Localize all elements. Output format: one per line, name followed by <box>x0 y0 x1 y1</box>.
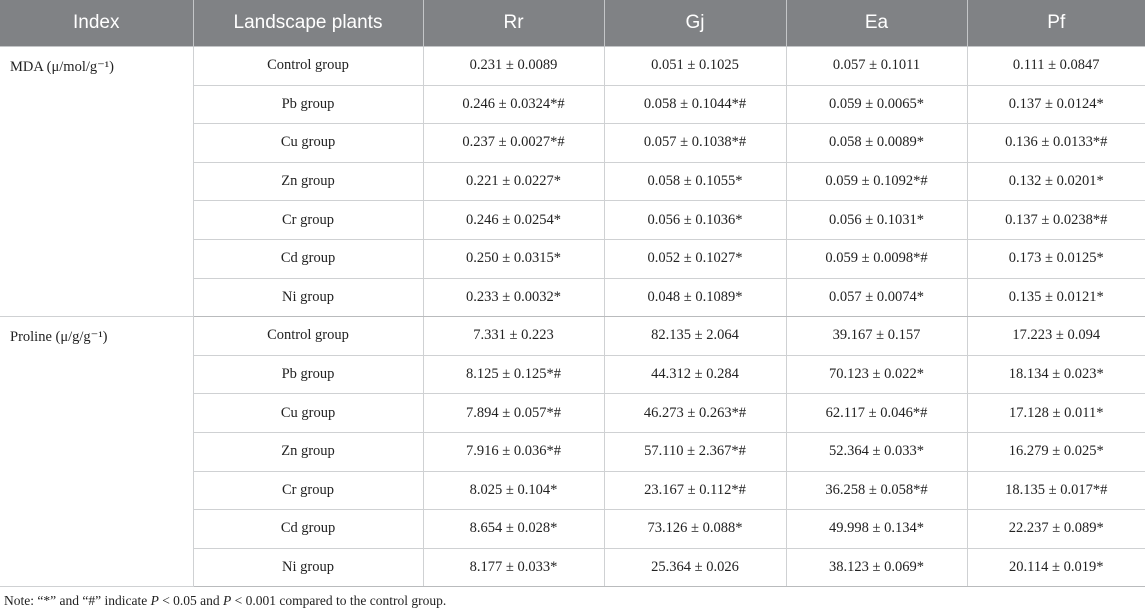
ea-value-cell: 0.059 ± 0.0065* <box>786 85 967 124</box>
plant-name-cell: Cd group <box>193 239 423 278</box>
plant-name-cell: Cd group <box>193 510 423 549</box>
rr-value-cell: 7.894 ± 0.057*# <box>423 394 604 433</box>
ea-value-cell: 0.057 ± 0.0074* <box>786 278 967 317</box>
index-cell: Proline (μ/g/g⁻¹) <box>0 317 193 587</box>
gj-value-cell: 73.126 ± 0.088* <box>604 510 786 549</box>
ea-value-cell: 0.057 ± 0.1011 <box>786 47 967 86</box>
ea-value-cell: 0.058 ± 0.0089* <box>786 124 967 163</box>
gj-value-cell: 0.051 ± 0.1025 <box>604 47 786 86</box>
table-body <box>0 47 1145 587</box>
header-index: Index <box>0 0 193 47</box>
plant-name-cell: Ni group <box>193 548 423 587</box>
gj-value-cell: 44.312 ± 0.284 <box>604 355 786 394</box>
note-p1-comparison: < 0.05 and <box>158 593 224 608</box>
gj-value-cell: 0.058 ± 0.1044*# <box>604 85 786 124</box>
header-ea: Ea <box>786 0 967 47</box>
rr-value-cell: 8.177 ± 0.033* <box>423 548 604 587</box>
rr-value-cell: 0.233 ± 0.0032* <box>423 278 604 317</box>
header-rr: Rr <box>423 0 604 47</box>
plant-name-cell: Control group <box>193 47 423 86</box>
gj-value-cell: 0.056 ± 0.1036* <box>604 201 786 240</box>
rr-value-cell: 7.331 ± 0.223 <box>423 317 604 356</box>
header-row <box>0 0 1145 47</box>
gj-value-cell: 0.057 ± 0.1038*# <box>604 124 786 163</box>
plant-name-cell: Pb group <box>193 355 423 394</box>
table-footnote <box>4 593 446 609</box>
ea-value-cell: 36.258 ± 0.058*# <box>786 471 967 510</box>
pf-value-cell: 17.223 ± 0.094 <box>967 317 1145 356</box>
pf-value-cell: 0.132 ± 0.0201* <box>967 162 1145 201</box>
table-row <box>0 317 1145 356</box>
plant-name-cell: Zn group <box>193 162 423 201</box>
gj-value-cell: 23.167 ± 0.112*# <box>604 471 786 510</box>
header-pf: Pf <box>967 0 1145 47</box>
rr-value-cell: 8.654 ± 0.028* <box>423 510 604 549</box>
table-row <box>0 47 1145 86</box>
gj-value-cell: 0.048 ± 0.1089* <box>604 278 786 317</box>
rr-value-cell: 8.125 ± 0.125*# <box>423 355 604 394</box>
plant-name-cell: Cr group <box>193 471 423 510</box>
note-p2-comparison: < 0.001 compared to the control group. <box>231 593 447 608</box>
ea-value-cell: 49.998 ± 0.134* <box>786 510 967 549</box>
note-p1-variable: P <box>150 593 159 608</box>
rr-value-cell: 0.221 ± 0.0227* <box>423 162 604 201</box>
gj-value-cell: 25.364 ± 0.026 <box>604 548 786 587</box>
rr-value-cell: 0.250 ± 0.0315* <box>423 239 604 278</box>
plant-name-cell: Control group <box>193 317 423 356</box>
pf-value-cell: 22.237 ± 0.089* <box>967 510 1145 549</box>
plant-name-cell: Cu group <box>193 124 423 163</box>
header-gj: Gj <box>604 0 786 47</box>
pf-value-cell: 0.137 ± 0.0124* <box>967 85 1145 124</box>
pf-value-cell: 0.135 ± 0.0121* <box>967 278 1145 317</box>
rr-value-cell: 0.231 ± 0.0089 <box>423 47 604 86</box>
ea-value-cell: 62.117 ± 0.046*# <box>786 394 967 433</box>
ea-value-cell: 39.167 ± 0.157 <box>786 317 967 356</box>
rr-value-cell: 7.916 ± 0.036*# <box>423 432 604 471</box>
gj-value-cell: 82.135 ± 2.064 <box>604 317 786 356</box>
ea-value-cell: 52.364 ± 0.033* <box>786 432 967 471</box>
pf-value-cell: 0.173 ± 0.0125* <box>967 239 1145 278</box>
plant-name-cell: Cr group <box>193 201 423 240</box>
ea-value-cell: 0.056 ± 0.1031* <box>786 201 967 240</box>
plant-name-cell: Cu group <box>193 394 423 433</box>
pf-value-cell: 0.136 ± 0.0133*# <box>967 124 1145 163</box>
rr-value-cell: 8.025 ± 0.104* <box>423 471 604 510</box>
rr-value-cell: 0.246 ± 0.0324*# <box>423 85 604 124</box>
note-p2-variable: P <box>223 593 232 608</box>
gj-value-cell: 0.058 ± 0.1055* <box>604 162 786 201</box>
table-header <box>0 0 1145 47</box>
plant-name-cell: Pb group <box>193 85 423 124</box>
ea-value-cell: 70.123 ± 0.022* <box>786 355 967 394</box>
gj-value-cell: 46.273 ± 0.263*# <box>604 394 786 433</box>
plant-name-cell: Ni group <box>193 278 423 317</box>
gj-value-cell: 57.110 ± 2.367*# <box>604 432 786 471</box>
note-prefix: Note: “*” and “#” indicate <box>4 593 151 608</box>
pf-value-cell: 18.135 ± 0.017*# <box>967 471 1145 510</box>
index-cell: MDA (μ/mol/g⁻¹) <box>0 47 193 317</box>
pf-value-cell: 18.134 ± 0.023* <box>967 355 1145 394</box>
plant-name-cell: Zn group <box>193 432 423 471</box>
pf-value-cell: 0.111 ± 0.0847 <box>967 47 1145 86</box>
ea-value-cell: 0.059 ± 0.0098*# <box>786 239 967 278</box>
pf-value-cell: 17.128 ± 0.011* <box>967 394 1145 433</box>
pf-value-cell: 16.279 ± 0.025* <box>967 432 1145 471</box>
gj-value-cell: 0.052 ± 0.1027* <box>604 239 786 278</box>
rr-value-cell: 0.237 ± 0.0027*# <box>423 124 604 163</box>
ea-value-cell: 0.059 ± 0.1092*# <box>786 162 967 201</box>
ea-value-cell: 38.123 ± 0.069* <box>786 548 967 587</box>
pf-value-cell: 0.137 ± 0.0238*# <box>967 201 1145 240</box>
rr-value-cell: 0.246 ± 0.0254* <box>423 201 604 240</box>
header-landscape-plants: Landscape plants <box>193 0 423 47</box>
pf-value-cell: 20.114 ± 0.019* <box>967 548 1145 587</box>
